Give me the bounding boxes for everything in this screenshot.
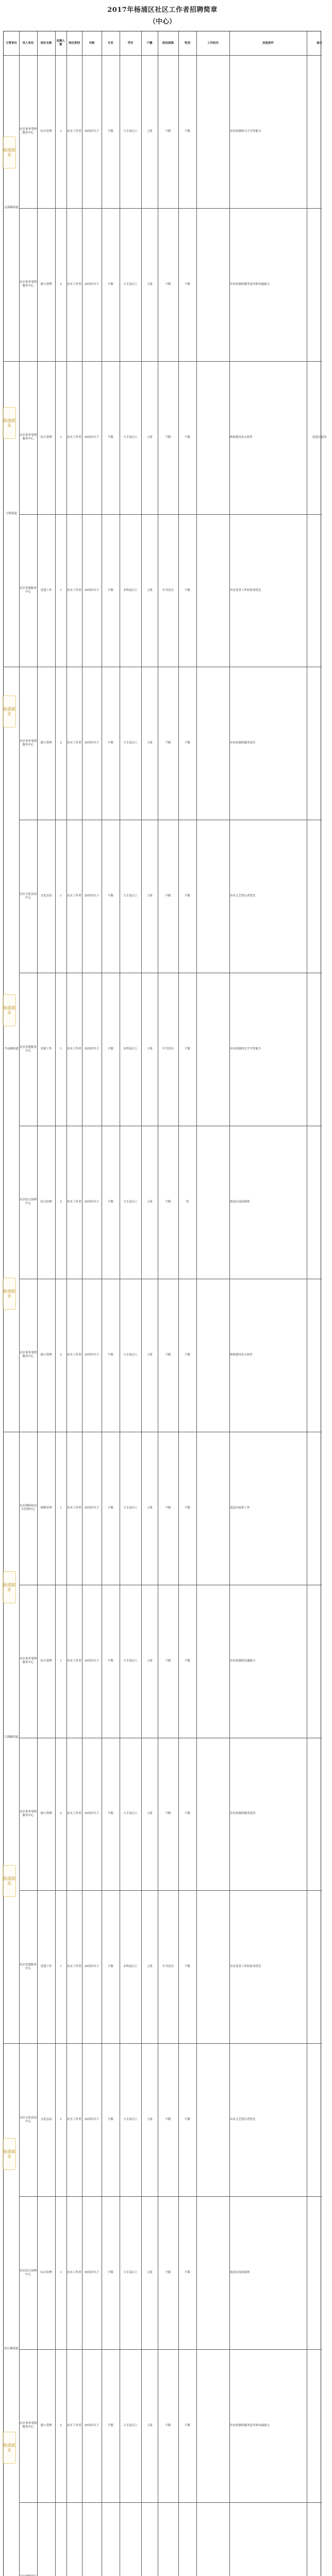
table-cell-gender: 不限 [184, 2271, 190, 2274]
column-header: 备注 [316, 41, 322, 45]
row-divider [19, 2196, 322, 2197]
watermark-stamp: 杨浦就业 [3, 1278, 16, 1310]
table-cell-unit: 平凉路街道 [4, 1047, 19, 1051]
table-cell-hukou: 上海 [146, 2118, 153, 2122]
table-cell-count: 1 [60, 894, 62, 898]
table-cell-count [55, 2502, 67, 2576]
table-cell-major: 不限 [107, 129, 113, 133]
table-cell-count: 1 [60, 1659, 62, 1663]
column-header: 政治面貌 [162, 41, 174, 45]
table-cell-edu: 大专及以上 [123, 2424, 138, 2427]
table-cell-employer: 社区事务受理服务中心 [20, 2422, 37, 2429]
table-cell-major: 不限 [107, 1047, 113, 1051]
table-cell-major: 不限 [107, 282, 113, 286]
table-cell-note [307, 667, 332, 820]
table-cell-age: 35周岁以下 [84, 2118, 99, 2122]
table-cell-employer: 社区文化活动中心 [20, 892, 37, 900]
watermark-stamp: 杨浦就业 [3, 994, 16, 1026]
table-cell-note [307, 1279, 332, 1432]
column-header: 其他条件 [262, 41, 274, 45]
table-cell-politics: 不限 [165, 1353, 171, 1357]
table-cell-other [229, 2502, 307, 2576]
table-cell-major: 不限 [107, 2424, 113, 2427]
table-cell-type: 社区工作者 [67, 1659, 81, 1663]
table-cell-post: 窗口受理 [40, 282, 52, 286]
column-header: 年龄 [89, 41, 95, 45]
watermark-stamp: 杨浦就业 [3, 1571, 16, 1603]
table-cell-gender: 不限 [184, 282, 190, 286]
table-cell-unit: 控江路街道 [4, 2347, 19, 2351]
table-cell-type: 社区工作者 [67, 2118, 81, 2122]
table-cell-edu: 大专及以上 [123, 435, 138, 439]
table-cell-hukou [141, 2502, 158, 2576]
table-cell-age: 35周岁以下 [84, 894, 99, 898]
row-divider [19, 1890, 322, 1891]
table-cell-employer: 社区党建服务中心 [20, 1963, 37, 1970]
table-cell-experience [196, 973, 229, 1126]
table-cell-other: 具有较强的服务意识和沟通能力 [230, 2424, 270, 2427]
table-cell-major: 不限 [107, 435, 113, 439]
table-cell-gender: 不限 [184, 1812, 190, 1816]
table-cell-type: 社区工作者 [67, 1353, 81, 1357]
table-cell-major: 不限 [107, 1659, 113, 1663]
column-header: 专业 [107, 41, 113, 45]
table-cell-politics: 中共党员 [162, 1047, 174, 1051]
table-cell-post: 综合治理 [40, 2271, 52, 2274]
table-cell-edu: 大专及以上 [123, 1506, 138, 1510]
table-cell-hukou: 上海 [146, 1506, 153, 1510]
table-cell-politics: 不限 [165, 2118, 171, 2122]
table-cell-age: 35周岁以下 [84, 588, 99, 592]
column-header: 招聘人数 [56, 40, 65, 46]
table-cell-employer: 社区事务受理服务中心 [20, 739, 37, 747]
table-cell-edu: 大专及以上 [123, 1659, 138, 1663]
column-header: 用人单位 [22, 41, 34, 45]
table-cell-edu: 本科及以上 [123, 588, 138, 592]
table-cell-major: 不限 [107, 1812, 113, 1816]
table-cell-age: 35周岁以下 [84, 1047, 99, 1051]
table-cell-politics: 不限 [165, 1200, 171, 1204]
table-cell-experience [196, 1738, 229, 1891]
table-cell-other: 熟练使用办公软件 [230, 435, 253, 439]
table-cell-age: 35周岁以下 [84, 2424, 99, 2427]
table-cell-employer: 社区文化活动中心 [20, 2116, 37, 2123]
table-cell-edu: 本科及以上 [123, 1047, 138, 1051]
table-cell-gender: 不限 [184, 2424, 190, 2427]
table-cell-hukou: 上海 [146, 2424, 153, 2427]
table-cell-type: 社区工作者 [67, 2424, 81, 2427]
table-cell-other: 具有较强的文字写作能力 [230, 1047, 261, 1051]
table-cell-hukou: 上海 [146, 1047, 153, 1051]
table-cell-employer: 社区事务受理服务中心 [20, 1351, 37, 1359]
table-cell-major: 不限 [107, 1506, 113, 1510]
table-cell-major: 不限 [107, 894, 113, 898]
column-header: 岗位名称 [40, 41, 52, 45]
table-cell-other: 具有党务工作经验者优先 [230, 1965, 261, 1969]
watermark-stamp: 杨浦就业 [3, 407, 16, 439]
table-cell-post: 窗口受理 [40, 1353, 52, 1357]
table-cell-experience [196, 820, 229, 973]
table-cell-employer: 社区事务受理服务中心 [20, 1657, 37, 1665]
table-cell-post: 窗口受理 [40, 1812, 52, 1816]
table-cell-age: 35周岁以下 [84, 1812, 99, 1816]
table-cell-other: 具有较强的服务意识 [230, 741, 256, 745]
table-cell-count: 1 [60, 435, 62, 439]
table-cell-age: 35周岁以下 [84, 435, 99, 439]
table-cell-note [307, 1432, 332, 1585]
table-cell-unit: 江浦路街道 [4, 1735, 19, 1739]
table-cell-experience [196, 667, 229, 820]
table-cell-politics: 不限 [165, 2424, 171, 2427]
row-divider [19, 208, 322, 209]
table-cell-post: 综合管理 [40, 129, 52, 133]
table-cell-note [307, 55, 332, 208]
table-cell-age: 35周岁以下 [84, 1506, 99, 1510]
table-cell-edu: 大专及以上 [123, 741, 138, 745]
table-cell-employer: 社区党建服务中心 [20, 1045, 37, 1053]
table-cell-type [67, 2502, 82, 2576]
row-divider [19, 2043, 322, 2044]
table-cell-count: 2 [60, 2424, 62, 2427]
column-header: 学历 [127, 41, 134, 45]
table-cell-edu: 本科及以上 [123, 1965, 138, 1969]
table-cell-major: 不限 [107, 1353, 113, 1357]
table-cell-gender: 不限 [184, 588, 190, 592]
table-cell-employer: 社区党建服务中心 [20, 587, 37, 594]
table-cell-edu: 大专及以上 [123, 1200, 138, 1204]
table-cell-age: 35周岁以下 [84, 1200, 99, 1204]
table-cell-gender: 不限 [184, 1047, 190, 1051]
table-cell-other: 具有较强的服务意识 [230, 1812, 256, 1816]
table-cell-gender: 不限 [184, 1965, 190, 1969]
watermark-stamp: 杨浦就业 [3, 137, 16, 168]
table-cell-experience [196, 514, 229, 667]
table-cell-note [307, 1126, 332, 1279]
table-cell-post: 网格管理 [40, 1506, 52, 1510]
table-cell-gender: 男 [186, 1200, 189, 1204]
table-cell-count: 1 [60, 588, 62, 592]
table-cell-gender: 不限 [184, 1353, 190, 1357]
table-cell-other: 具有较强的文字写作能力 [230, 129, 261, 133]
table-cell-major: 不限 [107, 588, 113, 592]
watermark-stamp: 杨浦就业 [3, 696, 16, 727]
table-cell-type: 社区工作者 [67, 894, 81, 898]
table-cell-other: 具有较强的服务意识和沟通能力 [230, 282, 270, 286]
table-cell-gender: 不限 [184, 894, 190, 898]
row-divider [19, 2502, 322, 2503]
table-cell-edu: 大专及以上 [123, 1353, 138, 1357]
table-cell-employer: 社区综合治理中心 [20, 1198, 37, 1206]
table-cell-type: 社区工作者 [67, 1506, 81, 1510]
table-cell-post: 党建工作 [40, 588, 52, 592]
table-cell-post: 党建工作 [40, 1965, 52, 1969]
table-cell-count: 1 [60, 2118, 62, 2122]
table-cell-post: 窗口受理 [40, 2424, 52, 2427]
table-cell-edu: 大专及以上 [123, 2271, 138, 2274]
table-cell-major: 不限 [107, 2118, 113, 2122]
table-cell-post: 党建工作 [40, 1047, 52, 1051]
table-cell-note: 需适应轮岗 [312, 435, 327, 439]
table-cell-employer: 社区网格化综合管理中心 [20, 1504, 37, 1512]
table-cell-age: 35周岁以下 [84, 129, 99, 133]
table-cell-post [37, 2502, 55, 2576]
table-cell-note [307, 1585, 332, 1738]
table-cell-note [307, 1738, 332, 1891]
table-cell-hukou: 上海 [146, 1200, 153, 1204]
table-cell-edu: 大专及以上 [123, 129, 138, 133]
table-cell-politics: 不限 [165, 282, 171, 286]
table-cell-other: 需适应夜间值班 [230, 1200, 250, 1204]
table-cell-age: 35周岁以下 [84, 1353, 99, 1357]
row-divider [19, 361, 322, 362]
table-cell-unit: 定海路街道 [4, 206, 19, 210]
table-cell-edu: 大专及以上 [123, 1812, 138, 1816]
page-title: 2017年杨浦区社区工作者招聘简章 [107, 6, 218, 14]
table-cell-type: 社区工作者 [67, 741, 81, 745]
table-cell-age [82, 2502, 102, 2576]
table-cell-other: 具有文艺特长者优先 [230, 2118, 256, 2122]
table-cell-gender: 不限 [184, 1659, 190, 1663]
table-cell-post: 综合受理 [40, 1659, 52, 1663]
table-cell-note [307, 208, 332, 361]
recruitment-table [3, 31, 327, 2576]
table-cell-politics: 不限 [165, 2271, 171, 2274]
table-cell-note [307, 2196, 332, 2349]
table-cell-employer: 社区事务受理服务中心 [20, 1810, 37, 1817]
table-cell-note [307, 514, 332, 667]
table-cell-note [307, 2502, 332, 2576]
table-cell-hukou: 上海 [146, 129, 153, 133]
table-cell-politics: 不限 [165, 435, 171, 439]
table-cell-hukou: 上海 [146, 1353, 153, 1357]
table-cell-experience [196, 55, 229, 208]
table-cell-gender: 不限 [184, 2118, 190, 2122]
table-cell-age: 35周岁以下 [84, 1659, 99, 1663]
table-cell-count: 2 [60, 1812, 62, 1816]
table-cell-experience [196, 1432, 229, 1585]
table-cell-gender: 不限 [184, 741, 190, 745]
table-cell-post: 文化活动 [40, 2118, 52, 2122]
table-cell-other: 具有党务工作经验者优先 [230, 588, 261, 592]
table-cell-major: 不限 [107, 741, 113, 745]
table-cell-count: 1 [60, 1965, 62, 1969]
table-cell-count: 1 [60, 2271, 62, 2274]
watermark-stamp: 杨浦就业 [3, 2138, 16, 2170]
table-cell-employer: 社区事务受理服务中心 [20, 128, 37, 135]
table-cell-employer [19, 2502, 37, 2576]
table-cell-type: 社区工作者 [67, 1965, 81, 1969]
table-cell-gender: 不限 [184, 129, 190, 133]
table-cell-post: 文化活动 [40, 894, 52, 898]
table-cell-hukou: 上海 [146, 894, 153, 898]
table-cell-type: 社区工作者 [67, 282, 81, 286]
table-cell-post: 综合治理 [40, 1200, 52, 1204]
table-cell-edu: 大专及以上 [123, 894, 138, 898]
table-cell-politics: 不限 [165, 741, 171, 745]
row-divider [19, 2349, 322, 2350]
table-cell-experience [196, 2043, 229, 2196]
table-cell-count: 1 [60, 1047, 62, 1051]
column-header: 岗位类别 [68, 41, 80, 45]
table-cell-post: 综合受理 [40, 435, 52, 439]
watermark-stamp: 杨浦就业 [3, 2432, 16, 2464]
page-subtitle: （中心） [148, 18, 176, 26]
table-cell-politics: 不限 [165, 1812, 171, 1816]
table-cell-other: 具有较强的沟通能力 [230, 1659, 256, 1663]
table-cell-type: 社区工作者 [67, 1047, 81, 1051]
table-cell-gender [178, 2502, 196, 2576]
table-cell-experience [196, 361, 229, 514]
table-cell-other: 熟练使用办公软件 [230, 1353, 253, 1357]
table-cell-type: 社区工作者 [67, 1812, 81, 1816]
table-cell-edu: 大专及以上 [123, 2118, 138, 2122]
table-cell-type: 社区工作者 [67, 1200, 81, 1204]
table-cell-politics: 中共党员 [162, 1965, 174, 1969]
table-cell-count: 2 [60, 282, 62, 286]
table-cell-note [307, 973, 332, 1126]
table-cell-type: 社区工作者 [67, 588, 81, 592]
table-cell-age: 35周岁以下 [84, 1965, 99, 1969]
table-cell-experience [196, 2502, 229, 2576]
table-cell-politics: 不限 [165, 1506, 171, 1510]
table-cell-hukou: 上海 [146, 588, 153, 592]
column-header: 性别 [184, 41, 190, 45]
table-cell-politics [158, 2502, 178, 2576]
table-cell-other: 需适应夜间值班 [230, 2271, 250, 2274]
table-cell-note [307, 1890, 332, 2043]
table-cell-politics: 不限 [165, 894, 171, 898]
table-cell-major: 不限 [107, 2271, 113, 2274]
table-cell-hukou: 上海 [146, 1659, 153, 1663]
table-cell-employer: 社区事务受理服务中心 [20, 281, 37, 288]
table-cell-hukou: 上海 [146, 1812, 153, 1816]
table-cell-edu [120, 2502, 141, 2576]
column-header: 户籍 [146, 41, 153, 45]
table-cell-experience [196, 1279, 229, 1432]
row-divider [19, 514, 322, 515]
table-cell-count: 1 [60, 1506, 62, 1510]
table-cell-other: 需适应轮班工作 [230, 1506, 250, 1510]
table-cell-hukou: 上海 [146, 2271, 153, 2274]
table-cell-major: 不限 [107, 1965, 113, 1969]
table-cell-count: 1 [60, 129, 62, 133]
table-cell-major: 不限 [107, 1200, 113, 1204]
table-cell-type: 社区工作者 [67, 2271, 81, 2274]
table-cell-employer: 社区综合治理中心 [20, 2269, 37, 2276]
table-cell-count: 2 [60, 741, 62, 745]
table-cell-count: 2 [60, 1200, 62, 1204]
table-cell-edu: 大专及以上 [123, 282, 138, 286]
table-cell-experience [196, 2349, 229, 2502]
table-cell-other: 具有文艺特长者优先 [230, 894, 256, 898]
table-cell-hukou: 上海 [146, 282, 153, 286]
table-cell-politics: 不限 [165, 129, 171, 133]
table-cell-count: 2 [60, 1353, 62, 1357]
table-cell-politics: 中共党员 [162, 588, 174, 592]
table-cell-politics: 不限 [165, 1659, 171, 1663]
table-cell-hukou: 上海 [146, 435, 153, 439]
table-cell-unit: 大桥街道 [5, 512, 17, 516]
unit-divider [4, 2043, 19, 2044]
watermark-stamp: 杨浦就业 [3, 1865, 16, 1897]
table-cell-experience [196, 1126, 229, 1279]
table-cell-age: 35周岁以下 [84, 741, 99, 745]
table-cell-experience [196, 1890, 229, 2043]
table-cell-age: 35周岁以下 [84, 2271, 99, 2274]
table-cell-hukou: 上海 [146, 1965, 153, 1969]
table-cell-gender: 不限 [184, 435, 190, 439]
table-cell-type: 社区工作者 [67, 435, 81, 439]
table-cell-note [307, 2349, 332, 2502]
table-cell-hukou: 上海 [146, 741, 153, 745]
table-cell-note [307, 2043, 332, 2196]
table-cell-experience [196, 1585, 229, 1738]
table-cell-major [102, 2502, 120, 2576]
table-cell-note [307, 820, 332, 973]
table-cell-gender: 不限 [184, 1506, 190, 1510]
table-cell-experience [196, 208, 229, 361]
table-cell-type: 社区工作者 [67, 129, 81, 133]
column-header: 主管单位 [5, 41, 17, 45]
table-cell-post: 窗口受理 [40, 741, 52, 745]
table-cell-experience [196, 2196, 229, 2349]
table-cell-employer: 社区事务受理服务中心 [20, 434, 37, 441]
column-header: 工作经历 [207, 41, 219, 45]
table-cell-age: 35周岁以下 [84, 282, 99, 286]
unit-divider [4, 361, 19, 362]
